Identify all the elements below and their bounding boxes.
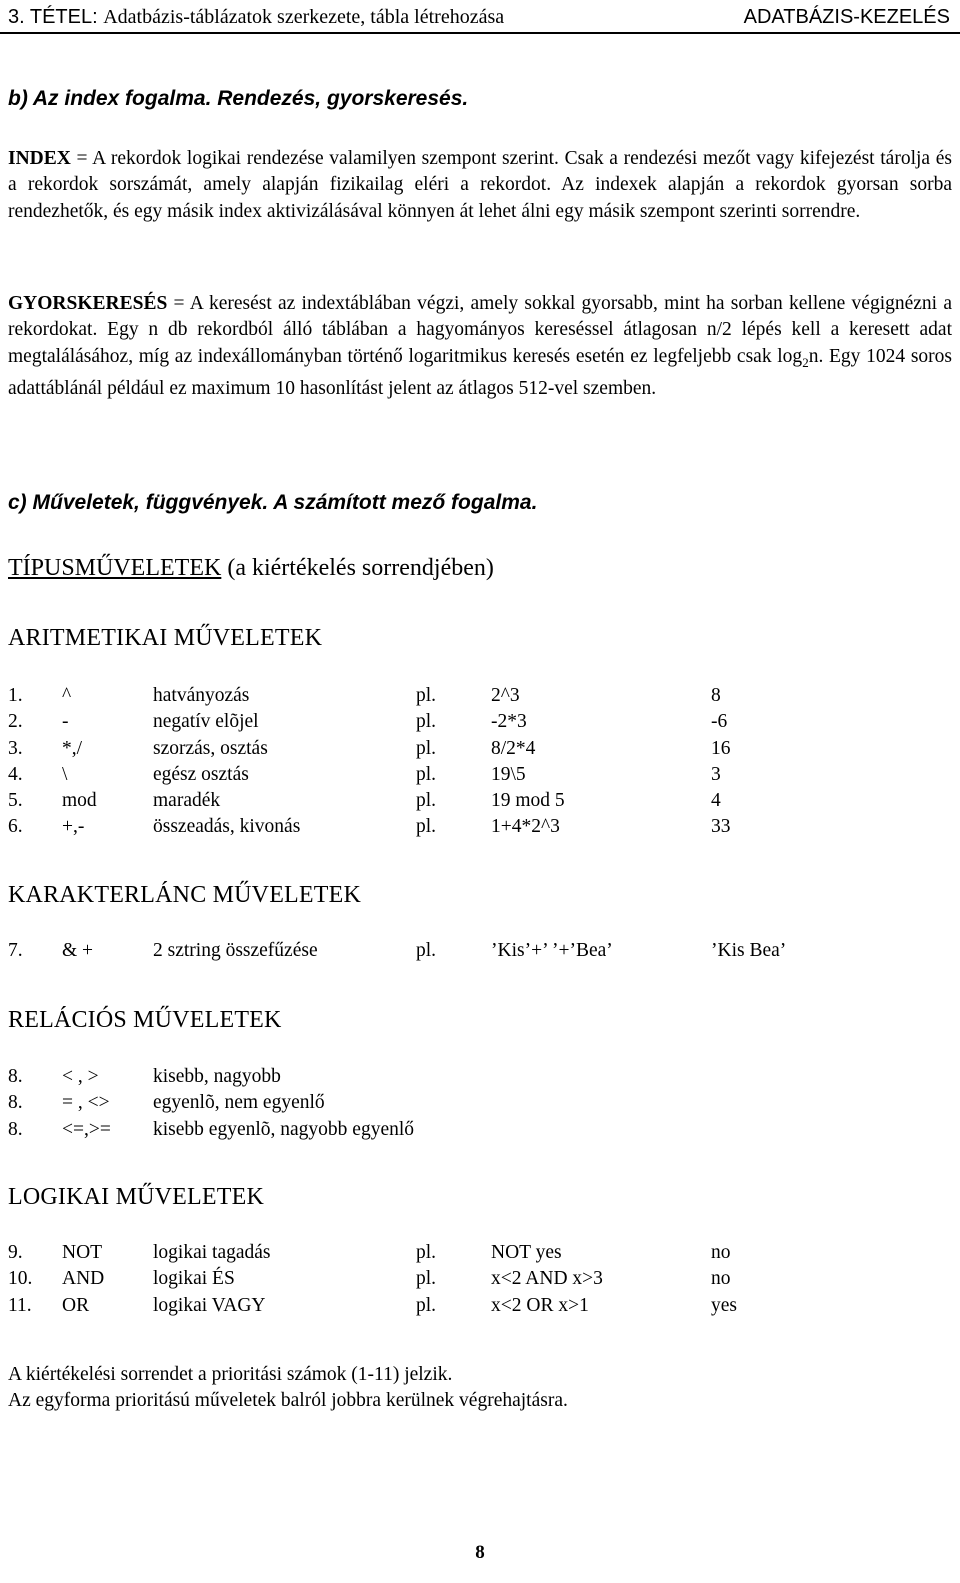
row-pl: pl. bbox=[416, 737, 437, 759]
footer-line-1: A kiértékelési sorrendet a prioritási számok (1-11) jelzik. bbox=[8, 1364, 453, 1385]
row-pl: pl. bbox=[416, 1268, 437, 1290]
table-row bbox=[8, 736, 952, 762]
index-paragraph bbox=[8, 146, 952, 225]
group-rows-aritmetikai bbox=[8, 683, 952, 841]
row-operator: AND bbox=[62, 1268, 105, 1290]
group-rows-relacios bbox=[8, 1064, 952, 1143]
row-example: 8/2*4 bbox=[491, 737, 536, 759]
row-pl: pl. bbox=[416, 816, 437, 838]
row-pl: pl. bbox=[416, 711, 437, 733]
row-number: 3. bbox=[8, 737, 23, 759]
row-example: ’Kis’+’ ’+’Bea’ bbox=[491, 940, 613, 961]
index-definition: = A rekordok logikai rendezése valamilyen szempont szerint. Csak a rendezési mezőt vagy kifejezést tárolja és a rekordok sorszámát, amely alapján fizikailag eléri a rekordot. Az indexek alapján a rekordok gyorsan sorba rendezhetők, és egy másik index aktivizálásával könnyen át lehet álni egy másik szempont szerinti sorrendre. bbox=[8, 148, 952, 222]
header-topic: Adatbázis-táblázatok szerkezete, tábla létrehozása bbox=[103, 6, 505, 28]
row-result: 16 bbox=[711, 737, 731, 759]
table-row bbox=[8, 1266, 952, 1292]
row-example: NOT yes bbox=[491, 1242, 562, 1263]
group-title-aritmetikai: ARITMETIKAI MŰVELETEK bbox=[8, 625, 323, 651]
row-number: 4. bbox=[8, 763, 23, 785]
row-name: összeadás, kivonás bbox=[153, 816, 301, 838]
gyorskereses-definition-1: = A keresést az indextáblában végzi, amely sokkal gyorsabb, mint ha sorban kellene végignézni a rekordokat. Egy n db rekordból álló táblában a hagyományos kereséssel átlagosan n/2 lépés kell a keresett adat megtalálásához, míg az indexállományban történő logaritmikus keresés esetén ez legfeljebb csak log bbox=[8, 293, 952, 367]
table-row bbox=[8, 814, 952, 840]
row-number: 8. bbox=[8, 1118, 23, 1140]
row-pl: pl. bbox=[416, 1242, 437, 1263]
row-pl: pl. bbox=[416, 763, 437, 785]
header-title bbox=[8, 0, 504, 34]
row-name: logikai tagadás bbox=[153, 1242, 271, 1263]
row-number: 8. bbox=[8, 1066, 23, 1087]
page-header bbox=[0, 0, 960, 34]
row-result: no bbox=[711, 1268, 731, 1290]
row-number: 10. bbox=[8, 1268, 33, 1290]
section-b-heading: b) Az index fogalma. Rendezés, gyorskeresés. bbox=[8, 87, 469, 110]
table-row bbox=[8, 1240, 952, 1266]
row-result: 33 bbox=[711, 816, 731, 838]
row-operator: = , <> bbox=[62, 1092, 110, 1114]
row-number: 11. bbox=[8, 1294, 32, 1316]
footer-note bbox=[8, 1362, 952, 1415]
row-operator: +,- bbox=[62, 816, 85, 838]
table-row bbox=[8, 788, 952, 814]
table-row bbox=[8, 938, 952, 964]
row-pl: pl. bbox=[416, 790, 437, 812]
header-subject: ADATBÁZIS-KEZELÉS bbox=[743, 6, 950, 28]
row-result: -6 bbox=[711, 711, 728, 733]
row-name: logikai VAGY bbox=[153, 1294, 266, 1316]
row-pl: pl. bbox=[416, 1294, 437, 1316]
log-subscript: 2 bbox=[802, 354, 809, 370]
row-number: 7. bbox=[8, 940, 23, 961]
header-number: 3. TÉTEL: bbox=[8, 6, 104, 28]
row-operator: <=,>= bbox=[62, 1118, 111, 1140]
row-pl: pl. bbox=[416, 685, 437, 706]
row-name: egész osztás bbox=[153, 763, 249, 785]
row-name: egyenlõ, nem egyenlő bbox=[153, 1092, 325, 1114]
table-row bbox=[8, 683, 952, 709]
section-c-heading: c) Műveletek, függvények. A számított mező fogalma. bbox=[8, 491, 538, 514]
row-result: ’Kis Bea’ bbox=[711, 940, 787, 961]
group-title-logikai: LOGIKAI MŰVELETEK bbox=[8, 1184, 265, 1210]
table-row bbox=[8, 1090, 952, 1116]
row-name: kisebb egyenlõ, nagyobb egyenlő bbox=[153, 1118, 415, 1140]
row-result: 4 bbox=[711, 790, 721, 812]
row-name: 2 sztring összefűzése bbox=[153, 940, 318, 961]
table-row bbox=[8, 762, 952, 788]
footer-line-2: Az egyforma prioritású műveletek balról jobbra kerülnek végrehajtásra. bbox=[8, 1390, 568, 1412]
row-number: 1. bbox=[8, 685, 23, 706]
page-number: 8 bbox=[475, 1542, 485, 1563]
row-number: 8. bbox=[8, 1092, 23, 1114]
gyorskereses-paragraph bbox=[8, 291, 952, 402]
row-example: 19 mod 5 bbox=[491, 790, 565, 812]
table-row bbox=[8, 1293, 952, 1319]
types-title bbox=[8, 553, 494, 583]
row-example: 19\5 bbox=[491, 763, 526, 785]
row-operator: *,/ bbox=[62, 737, 83, 759]
group-rows-logikai bbox=[8, 1240, 952, 1319]
row-name: logikai ÉS bbox=[153, 1268, 235, 1290]
row-number: 6. bbox=[8, 816, 23, 838]
row-result: 8 bbox=[711, 685, 721, 706]
table-row bbox=[8, 1117, 952, 1143]
group-rows-karakterlanc bbox=[8, 938, 952, 964]
row-number: 2. bbox=[8, 711, 23, 733]
row-name: szorzás, osztás bbox=[153, 737, 268, 759]
row-example: 1+4*2^3 bbox=[491, 816, 560, 838]
row-operator: & + bbox=[62, 940, 94, 961]
types-title-underlined: TÍPUSMŰVELETEK bbox=[8, 555, 222, 581]
row-number: 5. bbox=[8, 790, 23, 812]
row-result: 3 bbox=[711, 763, 721, 785]
row-operator: - bbox=[62, 711, 69, 733]
row-operator: ^ bbox=[62, 685, 72, 706]
row-example: x<2 AND x>3 bbox=[491, 1268, 603, 1290]
row-result: yes bbox=[711, 1294, 737, 1316]
table-row bbox=[8, 1064, 952, 1090]
row-example: 2^3 bbox=[491, 685, 520, 706]
row-result: no bbox=[711, 1242, 731, 1263]
row-example: -2*3 bbox=[491, 711, 527, 733]
row-name: negatív elõjel bbox=[153, 711, 259, 733]
row-operator: < , > bbox=[62, 1066, 99, 1087]
row-name: hatványozás bbox=[153, 685, 250, 706]
row-example: x<2 OR x>1 bbox=[491, 1294, 589, 1316]
index-term: INDEX bbox=[8, 148, 71, 169]
row-operator: NOT bbox=[62, 1242, 103, 1263]
group-title-relacios: RELÁCIÓS MŰVELETEK bbox=[8, 1007, 282, 1033]
gyorskereses-term: GYORSKERESÉS bbox=[8, 293, 168, 314]
table-row bbox=[8, 709, 952, 735]
row-name: kisebb, nagyobb bbox=[153, 1066, 281, 1087]
group-title-karakterlanc: KARAKTERLÁNC MŰVELETEK bbox=[8, 882, 362, 908]
row-name: maradék bbox=[153, 790, 221, 812]
row-pl: pl. bbox=[416, 940, 437, 961]
types-title-suffix: (a kiértékelés sorrendjében) bbox=[221, 555, 494, 581]
row-operator: mod bbox=[62, 790, 97, 812]
row-number: 9. bbox=[8, 1242, 23, 1263]
gyorskereses-definition-2: n. Egy 1024 soros adattáblánál például ez maximum 10 hasonlítást jelent az átlagos 512-vel szemben. bbox=[8, 345, 952, 399]
row-operator: OR bbox=[62, 1294, 90, 1316]
row-operator: \ bbox=[62, 763, 68, 785]
